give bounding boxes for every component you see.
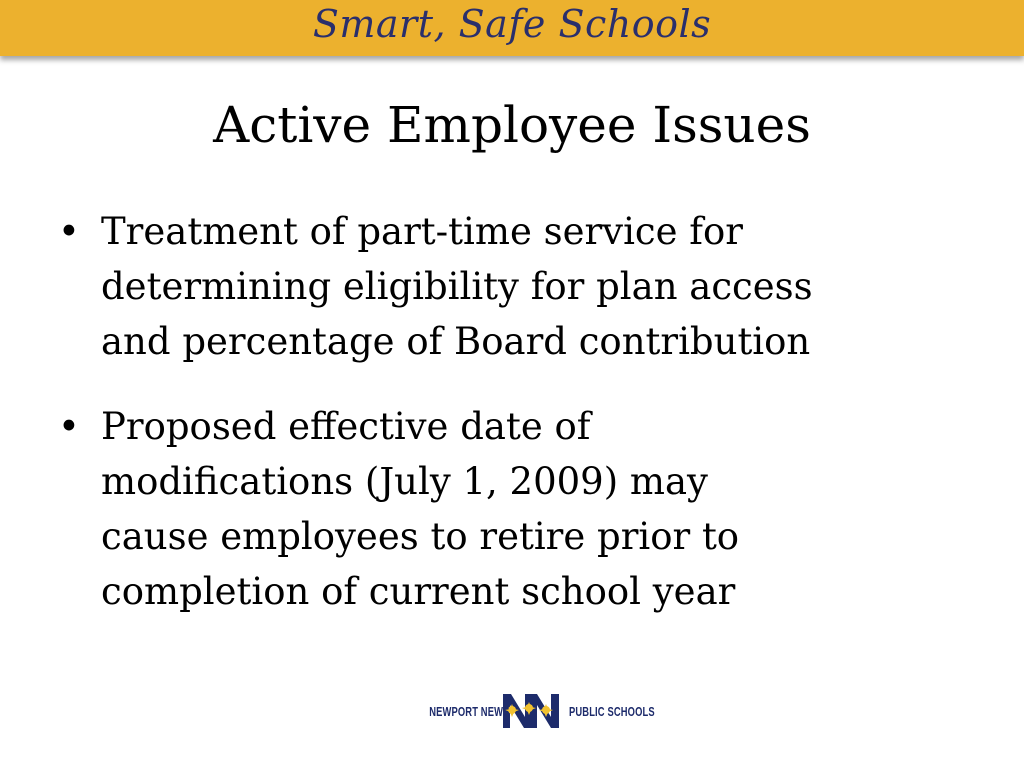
header-banner bbox=[0, 0, 1024, 56]
bullet-line: Proposed effective date of bbox=[101, 405, 591, 448]
bullet-dot-icon: • bbox=[58, 210, 80, 253]
footer-logo bbox=[398, 690, 689, 732]
bullet-line: and percentage of Board contribution bbox=[101, 320, 811, 363]
logo-right-text: PUBLIC SCHOOLS bbox=[569, 703, 656, 719]
bullet-item bbox=[58, 399, 958, 619]
bullet-line: cause employees to retire prior to bbox=[101, 515, 740, 558]
slide-title: Active Employee Issues bbox=[213, 96, 811, 154]
bullet-list bbox=[58, 204, 958, 649]
bullet-item bbox=[58, 204, 958, 369]
bullet-dot-icon: • bbox=[58, 405, 80, 448]
bullet-line: Treatment of part-time service for bbox=[101, 210, 743, 253]
bullet-line: modifications (July 1, 2009) may bbox=[101, 460, 708, 503]
bullet-line: determining eligibility for plan access bbox=[101, 265, 813, 308]
newport-news-logo-mark-icon bbox=[501, 691, 561, 731]
banner-text: Smart, Safe Schools bbox=[312, 2, 712, 46]
bullet-line: completion of current school year bbox=[101, 570, 736, 613]
logo-left-text: NEWPORT NEWS bbox=[429, 703, 510, 719]
